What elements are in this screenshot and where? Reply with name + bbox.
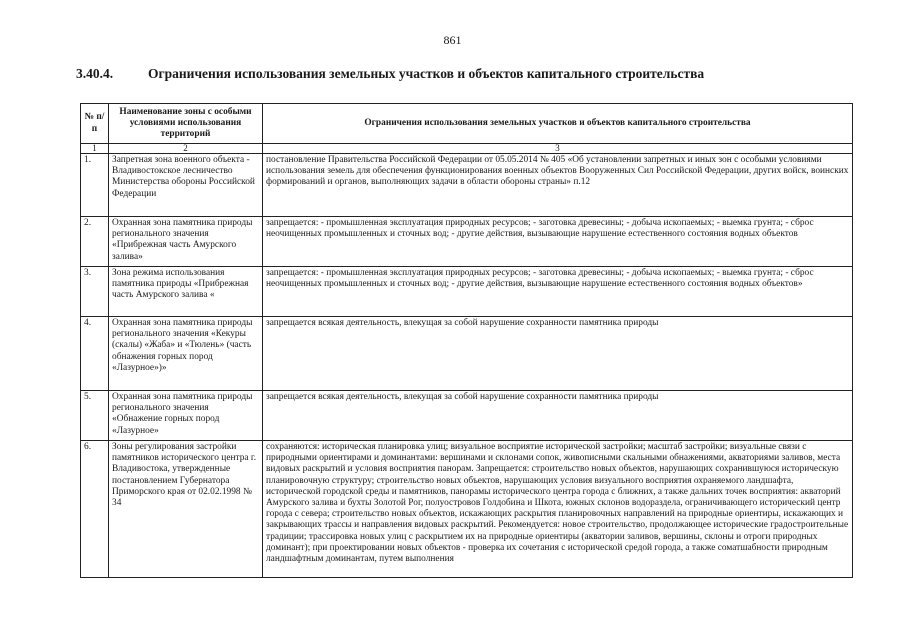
page-number: 861: [443, 33, 462, 47]
row-number: 1.: [81, 154, 109, 217]
row-zone-name: Охранная зона памятника природы регионального значения «Обнажение горных пород «Лазурное»: [109, 391, 263, 441]
restrictions-table: [80, 103, 853, 578]
column-number-row: [81, 144, 853, 154]
row-number: 2.: [81, 217, 109, 267]
table-header-row: [81, 104, 853, 144]
row-restriction: запрещается: - промышленная эксплуатация природных ресурсов; - заготовка древесины; - добыча ископаемых; - выемка грунта; - сброс неочищенных промышленных и сточных вод; - другие действия, вызывающие нарушение естественного состояния водных объектов: [263, 217, 853, 267]
row-zone-name: Запретная зона военного объекта - Владивостокское лесничество Министерства обороны Российской Федерации: [109, 154, 263, 217]
header-num: № п/п: [81, 104, 109, 144]
column-number: 2: [109, 144, 263, 154]
row-zone-name: Зоны регулирования застройки памятников исторического центра г. Владивостока, утвержденные постановлением Губернатора Приморского края от 02.02.1998 № 34: [109, 441, 263, 578]
table-row: [81, 391, 853, 441]
row-number: 6.: [81, 441, 109, 578]
row-zone-name: Охранная зона памятника природы регионального значения «Прибрежная часть Амурского залива»: [109, 217, 263, 267]
table-row: [81, 217, 853, 267]
column-number: 3: [263, 144, 853, 154]
column-number: 1: [81, 144, 109, 154]
row-number: 5.: [81, 391, 109, 441]
table-row: [81, 154, 853, 217]
row-restriction: запрещается всякая деятельность, влекущая за собой нарушение сохранности памятника природы: [263, 391, 853, 441]
table-row: [81, 441, 853, 578]
row-restriction: сохраняются: историческая планировка улиц; визуальное восприятие исторической застройки; масштаб застройки; визуальные связи с природными ориентирами и доминантами: вершинами и склонами сопок, живописными скальными обнажениями, акваториями заливов, места видовых раскрытий и условия восприятия панорам. Запрещается: строительство новых объектов, нарушающих сохранившуюся историческую планировочную структуру; строительство новых объектов, нарушающих условия визуального восприятия охраняемого ландшафта, исторической городской среды и памятников, панорамы исторического центра города с ближних, а также дальних точек восприятия: акваторий Амурского залива и бухты Золотой Рог, полуостровов Голдобина и Шкота, южных склонов водораздела, ограничивающего исторический центр города с севера; строительство новых объектов, искажающих раскрытия планировочных направлений на природные ориентиры, искажающих и закрывающих трассы и направления видовых раскрытий. Рекомендуется: новое строительство, продолжающее исторические градостроительные традиции; трассировка новых улиц с раскрытием их на природные ориентиры (акватории заливов, вершины, склоны и отроги природных доминант); при проектировании новых объектов - проверка их сочетания с исторической средой города, а также соматшабности природным ландшафтным доминантам, путем выполнения: [263, 441, 853, 578]
header-restrictions: Ограничения использования земельных участков и объектов капитального строительства: [263, 104, 853, 144]
header-zone: Наименование зоны с особыми условиями использования территорий: [109, 104, 263, 144]
section-heading: [76, 66, 866, 82]
row-restriction: запрещается: - промышленная эксплуатация природных ресурсов; - заготовка древесины; - добыча ископаемых; - выемка грунта; - сброс неочищенных промышленных и сточных вод; - другие действия, вызывающие нарушение естественного состояния водных объектов»: [263, 267, 853, 317]
row-number: 4.: [81, 317, 109, 391]
section-number: 3.40.4.: [76, 66, 114, 81]
table-row: [81, 317, 853, 391]
section-title: Ограничения использования земельных участков и объектов капитального строительства: [148, 66, 705, 81]
row-zone-name: Зона режима использования памятника природы «Прибрежная часть Амурского залива «: [109, 267, 263, 317]
row-zone-name: Охранная зона памятника природы регионального значения «Кекуры (скалы) «Жаба» и «Тюлень» (часть обнажения горных пород «Лазурное»)»: [109, 317, 263, 391]
row-restriction: постановление Правительства Российской Федерации от 05.05.2014 № 405 «Об установлении запретных и иных зон с особыми условиями использования земель для обеспечения функционирования военных объектов Вооруженных Сил Российской Федерации, других войск, воинских формирований и органов, выполняющих задачи в области обороны страны» п.12: [263, 154, 853, 217]
row-number: 3.: [81, 267, 109, 317]
table-row: [81, 267, 853, 317]
row-restriction: запрещается всякая деятельность, влекущая за собой нарушение сохранности памятника природы: [263, 317, 853, 391]
